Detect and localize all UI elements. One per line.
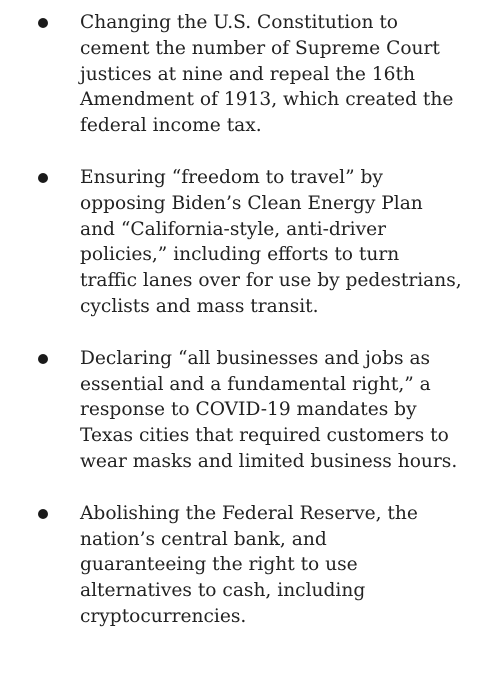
text-line: policies,” including efforts to turn bbox=[80, 244, 400, 266]
list-item bbox=[0, 346, 480, 475]
text-line: cryptocurrencies. bbox=[80, 605, 247, 627]
text-line: alternatives to cash, including bbox=[80, 580, 366, 602]
text-line: Abolishing the Federal Reserve, the bbox=[80, 502, 418, 524]
bullet-icon bbox=[38, 354, 48, 364]
text-line: cement the number of Supreme Court bbox=[80, 37, 440, 59]
text-line: nation’s central bank, and bbox=[80, 528, 327, 550]
list-item bbox=[0, 10, 480, 139]
text-line: essential and a fundamental right,” a bbox=[80, 373, 431, 395]
list-item-text bbox=[80, 346, 462, 475]
text-line: Changing the U.S. Constitution to bbox=[80, 12, 398, 33]
list-item bbox=[0, 165, 480, 320]
text-line: Declaring “all businesses and jobs as bbox=[80, 347, 431, 369]
text-line: guaranteeing the right to use bbox=[80, 554, 358, 576]
text-line: wear masks and limited business hours. bbox=[80, 450, 458, 472]
bullet-icon bbox=[38, 173, 48, 183]
bullet-icon bbox=[38, 509, 48, 519]
text-line: traffic lanes over for use by pedestrians, bbox=[80, 270, 462, 292]
text-line: federal income tax. bbox=[80, 115, 262, 137]
text-line: Amendment of 1913, which created the bbox=[80, 89, 454, 111]
text-line: justices at nine and repeal the 16th bbox=[80, 63, 415, 85]
list-item-text bbox=[80, 10, 462, 139]
list-item-text bbox=[80, 501, 462, 630]
text-line: cyclists and mass transit. bbox=[80, 295, 319, 317]
text-line: opposing Biden’s Clean Energy Plan bbox=[80, 192, 423, 214]
list-item-text bbox=[80, 165, 462, 320]
bullet-list bbox=[0, 10, 480, 656]
text-line: response to COVID-19 mandates by bbox=[80, 399, 417, 421]
list-item bbox=[0, 501, 480, 630]
text-line: and “California-style, anti-driver bbox=[80, 218, 387, 240]
bullet-icon bbox=[38, 18, 48, 28]
text-line: Ensuring “freedom to travel” by bbox=[80, 166, 383, 188]
text-line: Texas cities that required customers to bbox=[80, 425, 449, 447]
